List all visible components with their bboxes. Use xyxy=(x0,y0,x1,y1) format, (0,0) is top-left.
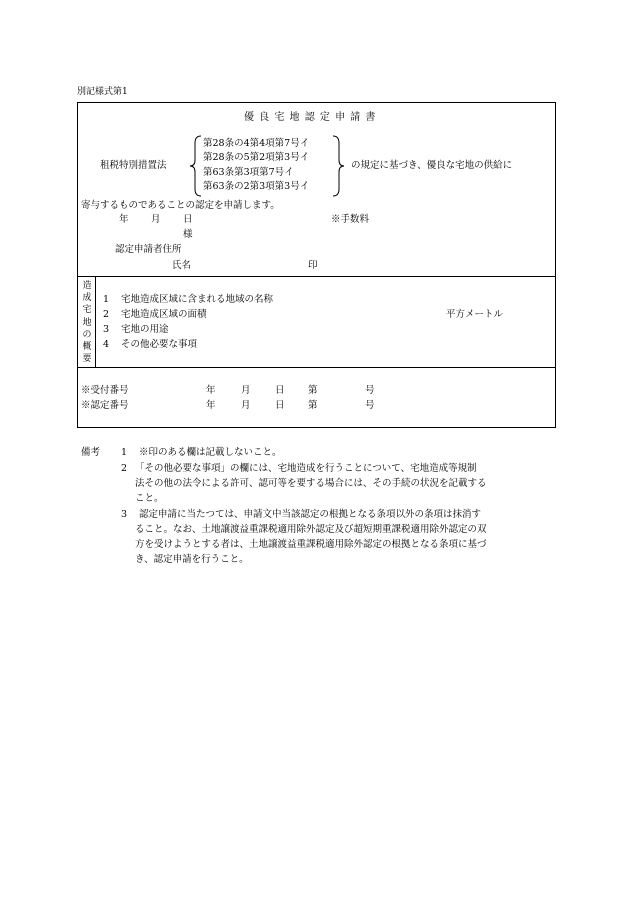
overview-item-2-text: 宅地造成区域の面積 xyxy=(121,309,207,320)
receipt-dai: 第 xyxy=(308,385,318,396)
receipt-month: 月 xyxy=(241,385,251,396)
overview-item-4-num: 4 xyxy=(103,339,110,350)
receipt-number-label: ※受付番号 xyxy=(81,385,129,396)
certification-go: 号 xyxy=(365,400,375,411)
provision-1: 第28条の4第4項第7号イ xyxy=(203,138,310,149)
fee-label: ※手数料 xyxy=(331,214,370,225)
date-day: 日 xyxy=(183,214,193,225)
left-brace xyxy=(189,135,203,197)
note-1-num: 1 xyxy=(121,447,128,458)
receipt-go: 号 xyxy=(365,385,375,396)
note-3-line-3: 方を受けようとする者は、土地譲渡益重課税適用除外認定の根拠となる条項に基づ xyxy=(135,539,487,550)
form-id: 別記様式第1 xyxy=(77,87,128,97)
divider-overview-top xyxy=(77,276,556,277)
date-year: 年 xyxy=(119,214,129,225)
note-2-line-3: こと。 xyxy=(135,493,164,504)
note-3-line-2: ること。なお、土地譲渡益重課税適用除外認定及び超短期重課税適用除外認定の双 xyxy=(135,524,487,535)
continuation-text: 寄与するものであることの認定を申請します。 xyxy=(81,200,280,211)
overview-item-2-num: 2 xyxy=(103,309,110,320)
form-title: 優 良 宅 地 認 定 申 請 書 xyxy=(244,112,377,123)
provision-3: 第63条第3項第7号イ xyxy=(203,167,294,178)
notes-label: 備考 xyxy=(81,447,101,458)
date-month: 月 xyxy=(151,214,161,225)
note-2-num: 2 xyxy=(121,463,128,474)
law-name: 租税特別措置法 xyxy=(100,160,167,171)
provision-4: 第63条の2第3項第3号イ xyxy=(203,181,310,192)
overview-vertical-label: 造成宅地の概要 xyxy=(82,281,92,365)
divider-overview-bottom xyxy=(77,367,556,368)
note-2-line-2: 法その他の法令による許可、認可等を要する場合には、その手続の状況を記載する xyxy=(135,478,487,489)
note-3-line-1: 認定申請に当たつては、申請文中当該認定の根拠となる条項以外の条項は抹消す xyxy=(139,509,482,520)
overview-label-divider xyxy=(95,276,96,367)
addressee-sama: 様 xyxy=(183,229,193,240)
area-unit: 平方メートル xyxy=(446,309,504,320)
certification-number-label: ※認定番号 xyxy=(81,400,129,411)
overview-item-1-num: 1 xyxy=(103,294,110,305)
applicant-address-label: 認定申請者住所 xyxy=(115,244,182,255)
overview-item-3-text: 宅地の用途 xyxy=(121,324,169,335)
overview-item-3-num: 3 xyxy=(103,324,110,335)
certification-month: 月 xyxy=(241,400,251,411)
overview-item-4-text: その他必要な事項 xyxy=(121,339,198,350)
receipt-day: 日 xyxy=(275,385,285,396)
certification-dai: 第 xyxy=(308,400,318,411)
certification-year: 年 xyxy=(206,400,216,411)
note-2-line-1: 「その他必要な事項」の欄には、宅地造成を行うことについて、宅地造成等規制 xyxy=(135,463,477,474)
note-3-num: 3 xyxy=(121,509,128,520)
note-3-line-4: き、認定申請を行うこと。 xyxy=(135,554,249,565)
receipt-year: 年 xyxy=(206,385,216,396)
provision-2: 第28条の5第2項第3号イ xyxy=(203,152,310,163)
right-brace xyxy=(331,135,345,197)
seal-mark: 印 xyxy=(308,260,318,271)
overview-item-1-text: 宅地造成区域に含まれる地域の名称 xyxy=(121,294,274,305)
applicant-name-label: 氏名 xyxy=(172,260,192,271)
provision-suffix: の規定に基づき、優良な宅地の供給に xyxy=(351,160,513,171)
certification-day: 日 xyxy=(275,400,285,411)
note-1-line-1: ※印のある欄は記載しないこと。 xyxy=(139,447,282,458)
